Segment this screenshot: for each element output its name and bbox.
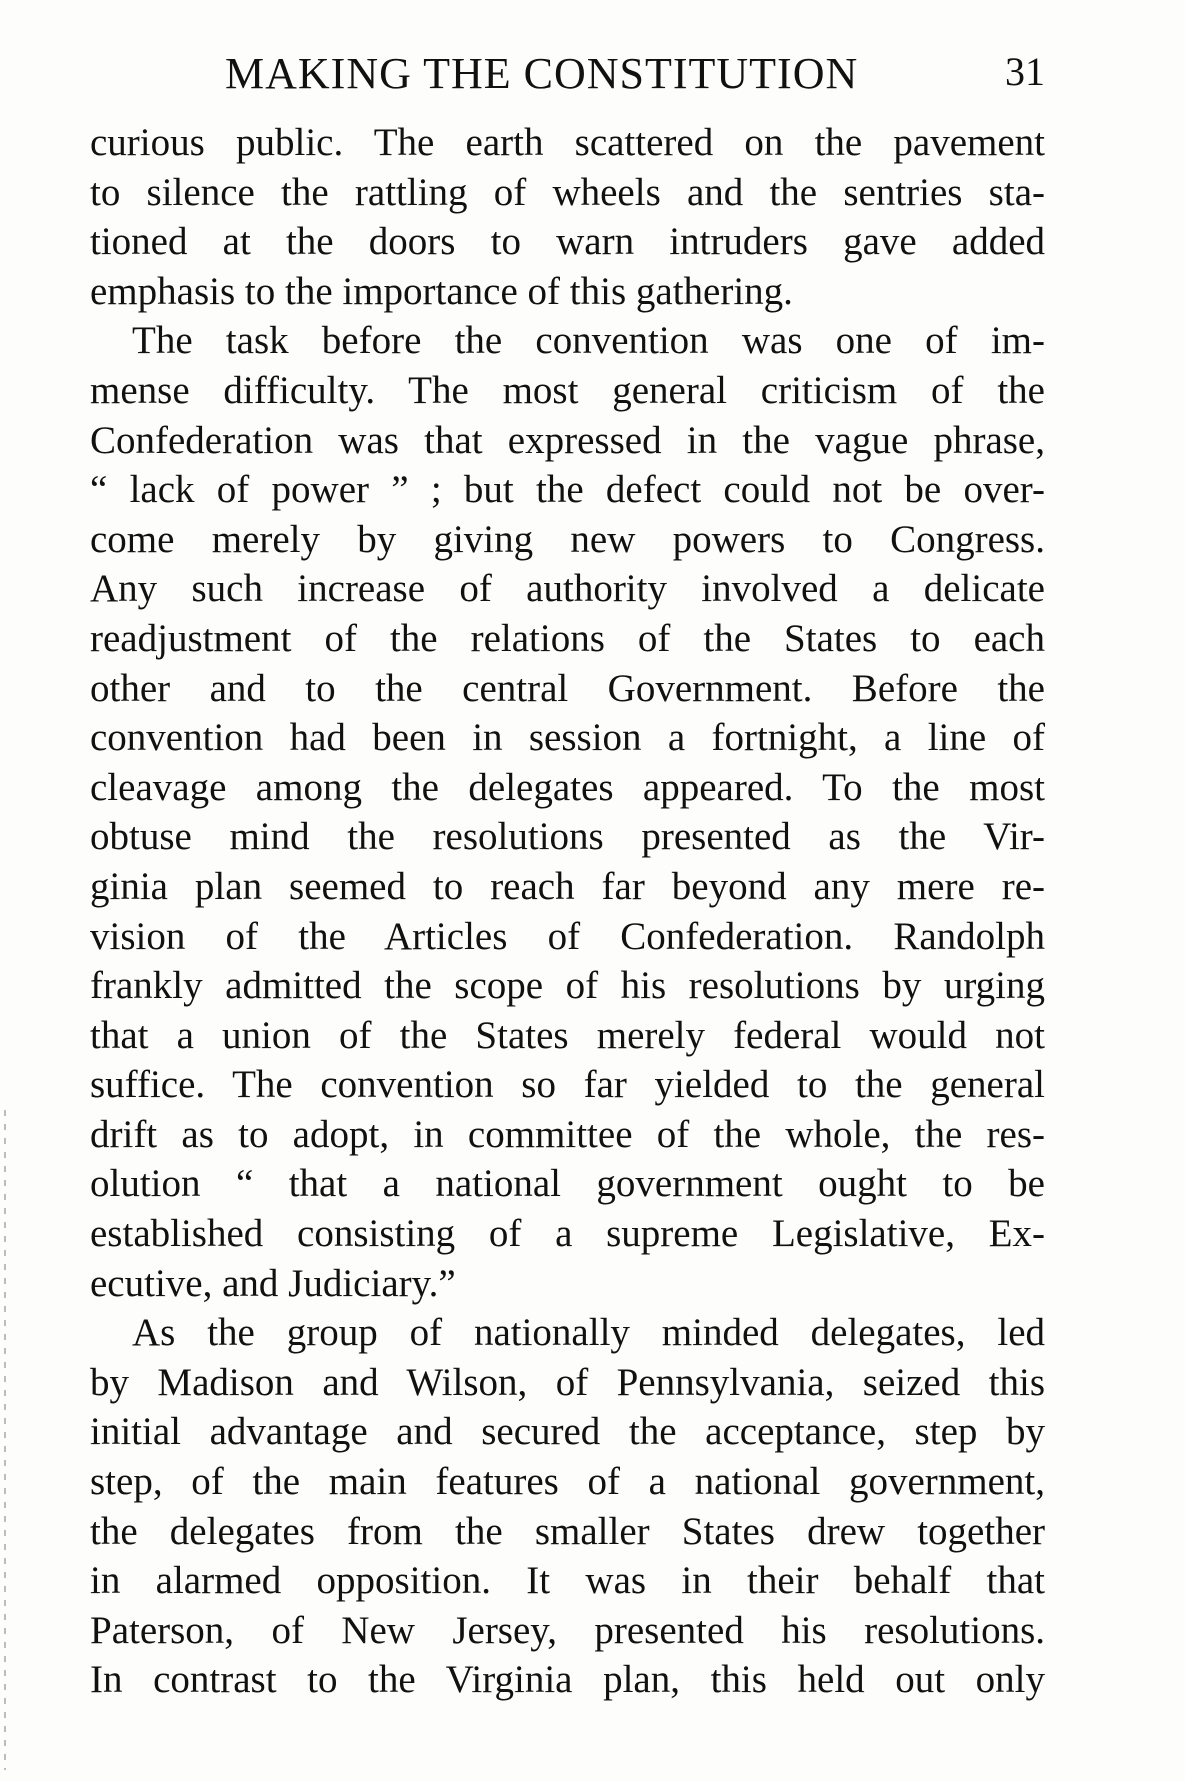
text-line: Any such increase of authority involved a delicate (90, 567, 1045, 611)
text-line: mense difficulty. The most general criticism of the (90, 368, 1045, 412)
text-line: tioned at the doors to warn intruders gave added (90, 220, 1045, 264)
text-line: the delegates from the smaller States drew together (90, 1509, 1045, 1553)
text-line: cleavage among the delegates appeared. To the most (90, 765, 1045, 809)
text-line: emphasis to the importance of this gathering. (90, 269, 793, 313)
text-line: ecutive, and Judiciary.” (90, 1261, 456, 1305)
text-line: in alarmed opposition. It was in their behalf that (90, 1559, 1045, 1603)
text-line: established consisting of a supreme Legislative, Ex- (90, 1212, 1045, 1256)
running-title: MAKING THE CONSTITUTION (225, 49, 859, 98)
text-line: vision of the Articles of Confederation. Randolph (90, 914, 1045, 958)
text-line: suffice. The convention so far yielded to the general (90, 1063, 1045, 1107)
text-line: by Madison and Wilson, of Pennsylvania, seized this (90, 1360, 1045, 1404)
text-line: ginia plan seemed to reach far beyond any mere re- (90, 864, 1045, 908)
text-line: step, of the main features of a national government, (90, 1460, 1045, 1504)
text-line: olution “ that a national government ought to be (90, 1162, 1045, 1206)
text-line: initial advantage and secured the acceptance, step by (90, 1410, 1045, 1454)
text-line: Confederation was that expressed in the vague phrase, (90, 418, 1045, 462)
text-line: to silence the rattling of wheels and the sentries sta- (90, 170, 1045, 214)
page-edge-mark (4, 1110, 6, 1770)
page-header (90, 48, 1045, 108)
text-line: come merely by giving new powers to Congress. (90, 517, 1045, 561)
text-line: convention had been in session a fortnight, a line of (90, 716, 1045, 760)
text-line: frankly admitted the scope of his resolutions by urging (90, 964, 1045, 1008)
text-line: that a union of the States merely federal would not (90, 1013, 1045, 1057)
text-line: obtuse mind the resolutions presented as the Vir- (90, 815, 1045, 859)
page-number: 31 (1005, 49, 1045, 94)
text-line: readjustment of the relations of the States to each (90, 616, 1045, 660)
text-line: other and to the central Government. Before the (90, 666, 1045, 710)
text-line: Paterson, of New Jersey, presented his resolutions. (90, 1608, 1045, 1652)
text-line: The task before the convention was one of im- (132, 319, 1045, 363)
body-text (90, 118, 1045, 1705)
text-line: “ lack of power ” ; but the defect could not be over- (90, 468, 1045, 512)
text-line: drift as to adopt, in committee of the whole, the res- (90, 1112, 1045, 1156)
text-line: curious public. The earth scattered on the pavement (90, 121, 1045, 164)
text-line: In contrast to the Virginia plan, this held out only (90, 1658, 1045, 1702)
text-line: As the group of nationally minded delegates, led (132, 1311, 1045, 1355)
